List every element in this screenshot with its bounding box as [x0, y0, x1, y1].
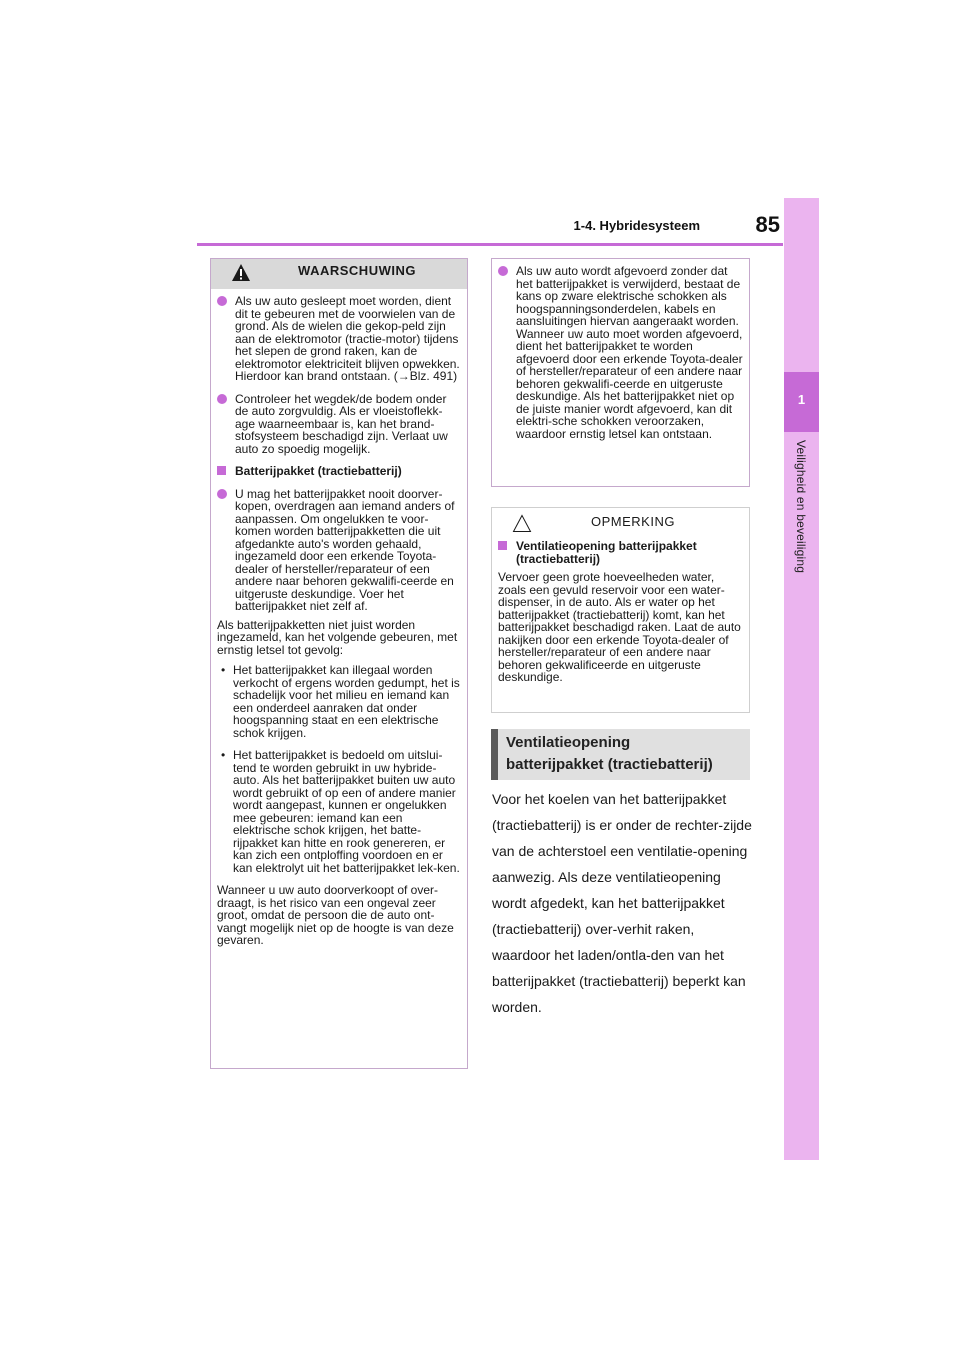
chapter-side-tab — [784, 198, 819, 1160]
warning-paragraph-resale: Wanneer u uw auto doorverkoopt of over-draagt, is het risico van een ongeval zeer groot, omdat de persoon die de auto ont-vangt mogelijk niet op de hoogte is van deze gevaren. — [217, 883, 454, 947]
bullet-dot-icon — [217, 489, 227, 499]
bullet-dot-icon — [498, 266, 508, 276]
warning-paragraph-collection: Als batterijpakketten niet juist worden ingezameld, kan het volgende gebeuren, met ernstig letsel tot gevolg: — [217, 617, 458, 657]
warning-bullet-towing: Als uw auto gesleept moet worden, dient dit te gebeuren met de voorwielen van de grond. Als de wielen die gekop-peld zijn aan de elektromotor (tractie-motor) tijdens het slepen de grond raken, kan de elektromotor elektriciteit blijven opwekken. Hierdoor kan brand ontstaan. (→Blz. 491) — [217, 295, 461, 383]
section-heading-line1: Ventilatieopening — [506, 734, 631, 751]
bullet-dot-icon — [217, 394, 227, 404]
note-header — [492, 508, 749, 540]
section-heading-line2: batterijpakket (tractiebatterij) — [506, 756, 713, 773]
section-body-text: Voor het koelen van het batterijpakket (tractiebatterij) is er onder de rechter-zijde van de achterstoel een ventilatie-opening aanwezig. Als deze ventilatieopening wordt afgedekt, kan het batterijpakket (tractiebatterij) over-verhit raken, waardoor het laden/ontla-den van het batterijpakket (tractiebatterij) beperkt kan worden. — [492, 791, 752, 1015]
warning-bullet-disposal: Als uw auto wordt afgevoerd zonder dat het batterijpakket is verwijderd, bestaat de kans op zware elektrische schokken als hoogspanningsonderdelen, kabels en aansluitingen hiervan aangeraakt worden. Wanneer uw auto moet worden afgevoerd, dient het batterijpakket te worden afgevoerd door een erkende Toyota-dealer of hersteller/reparateur of een andere naar behoren gekwalifi-ceerde en uitgeruste deskundige. Als het batterijpakket niet op de juiste manier wordt afgevoerd, kan dit elektri-sche schokken veroorzaken, waardoor ernstig letsel kan ontstaan. — [498, 265, 743, 440]
chapter-number: 1 — [797, 392, 806, 407]
bullet-square-icon — [217, 466, 226, 475]
note-subheading: Ventilatieopening batterijpakket (tractiebatterij) — [498, 540, 743, 565]
section-heading — [491, 729, 750, 780]
warning-subheading: Batterijpakket (tractiebatterij) — [217, 465, 461, 478]
page-number: 85 — [755, 212, 780, 237]
warning-bullet-leak: Controleer het wegdek/de bodem onder de auto zorgvuldig. Als er vloeistoflekk-age waarneembaar is, kan het brand-stofsysteem beschadigd zijn. Verlaat uw auto zo spoedig mogelijk. — [217, 393, 461, 456]
chapter-label: Veiligheid en beveiliging — [794, 440, 808, 574]
warning-box — [210, 258, 468, 1069]
warning-continuation-box — [491, 258, 750, 487]
note-title: OPMERKING — [591, 514, 675, 529]
bullet-square-icon — [498, 541, 507, 550]
caution-triangle-icon — [512, 514, 532, 533]
warning-title: WAARSCHUWING — [298, 263, 416, 278]
note-text: Vervoer geen grote hoeveelheden water, zoals een gevuld reservoir voor een water-dispenser, in de auto. Als er water op het batterijpakket (tractiebatterij) komt, kan het batterijpakket beschadigd raken. Laat de auto nakijken door een erkende Toyota-dealer of hersteller/reparateur of een andere naar behoren gekwalificeerde en uitgeruste deskundige. — [498, 570, 741, 684]
section-body — [492, 786, 754, 1020]
warning-triangle-icon — [231, 263, 251, 282]
warning-header — [211, 259, 467, 289]
section-title: 1-4. Hybridesysteem — [573, 218, 700, 233]
warning-dash-item: • Het batterijpakket is bedoeld om uitslui-tend te worden gebruikt in uw hybride-auto. Als het batterijpakket buiten uw auto wordt gebruikt of op een of andere manier wordt aangepast, kunnen er ongelukken mee gebeuren: iemand kan een elektrische schok krijgen, het batte-rijpakket kan hitte en rook genereren, er kan zich een ontploffing voordoen en er kan elektrolyt uit het batterijpakket lek-ken. — [221, 748, 460, 875]
warning-dash-item: • Het batterijpakket kan illegaal worden verkocht of ergens worden gedumpt, het is schadelijk voor het milieu en iemand kan een onderdeel aanraken dat onder hoogspanning staat en een elektrische schok krijgen. — [221, 663, 460, 740]
warning-bullet-battery: U mag het batterijpakket nooit doorver-kopen, overdragen aan iemand anders of aanpassen. Om ongelukken te voor-komen worden batterijpakketten die uit afgedankte auto's worden gehaald, ingezameld door een erkende Toyota-dealer of hersteller/reparateur of een andere naar behoren gekwalifi-ceerde en uitgeruste deskundige. Voer het batterijpakket niet zelf af. — [217, 488, 461, 613]
note-box — [491, 507, 750, 713]
bullet-dot-icon — [217, 296, 227, 306]
header-rule — [197, 243, 783, 246]
